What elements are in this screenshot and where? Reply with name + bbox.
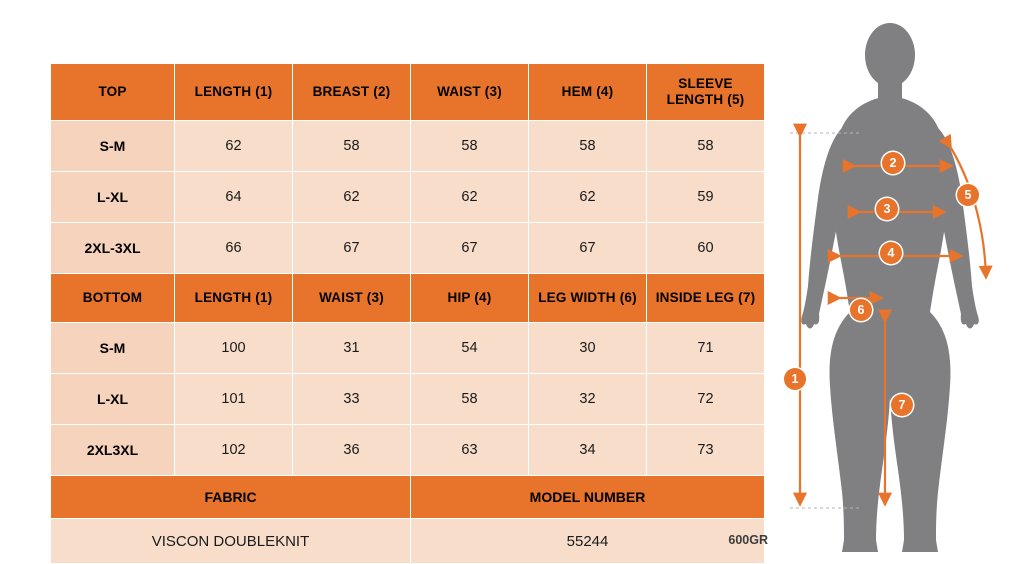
cell-value: 67 bbox=[411, 223, 529, 274]
header-cell-waist: WAIST (3) bbox=[293, 274, 411, 323]
header-cell-hem: HEM (4) bbox=[529, 64, 647, 121]
row-label-size: L-XL bbox=[51, 374, 175, 425]
header-cell-length: LENGTH (1) bbox=[175, 274, 293, 323]
cell-value: 31 bbox=[293, 323, 411, 374]
cell-value: 102 bbox=[175, 425, 293, 476]
cell-value: 62 bbox=[175, 121, 293, 172]
row-label-size: S-M bbox=[51, 323, 175, 374]
header-cell-waist: WAIST (3) bbox=[411, 64, 529, 121]
cell-value: 30 bbox=[529, 323, 647, 374]
header-cell-inside-leg: INSIDE LEG (7) bbox=[647, 274, 765, 323]
cell-value: 72 bbox=[647, 374, 765, 425]
row-label-size: S-M bbox=[51, 121, 175, 172]
header-cell-leg-width: LEG WIDTH (6) bbox=[529, 274, 647, 323]
footer-header-fabric: FABRIC bbox=[51, 476, 411, 519]
header-cell-length: LENGTH (1) bbox=[175, 64, 293, 121]
marker-badge-3: 3 bbox=[876, 198, 898, 220]
cell-value: 101 bbox=[175, 374, 293, 425]
footer-value-fabric: VISCON DOUBLEKNIT bbox=[51, 519, 411, 564]
row-label-size: 2XL-3XL bbox=[51, 223, 175, 274]
cell-value: 63 bbox=[411, 425, 529, 476]
marker-badge-4: 4 bbox=[880, 242, 902, 264]
cell-value: 54 bbox=[411, 323, 529, 374]
cell-value: 58 bbox=[293, 121, 411, 172]
row-label-size: L-XL bbox=[51, 172, 175, 223]
cell-value: 67 bbox=[293, 223, 411, 274]
cell-value: 62 bbox=[529, 172, 647, 223]
header-cell-breast: BREAST (2) bbox=[293, 64, 411, 121]
model-figure-area bbox=[772, 0, 1024, 562]
cell-value: 60 bbox=[647, 223, 765, 274]
cell-value: 34 bbox=[529, 425, 647, 476]
marker-badge-6: 6 bbox=[850, 299, 872, 321]
cell-value: 59 bbox=[647, 172, 765, 223]
cell-value: 64 bbox=[175, 172, 293, 223]
marker-badge-7: 7 bbox=[891, 394, 913, 416]
footer-value-model-number: 55244 bbox=[411, 519, 765, 564]
marker-badge-1: 1 bbox=[784, 368, 806, 390]
arrow-sleeve-length bbox=[951, 148, 986, 278]
cell-value: 100 bbox=[175, 323, 293, 374]
row-label-size: 2XL3XL bbox=[51, 425, 175, 476]
cell-value: 62 bbox=[293, 172, 411, 223]
cell-value: 66 bbox=[175, 223, 293, 274]
marker-badge-2: 2 bbox=[882, 152, 904, 174]
cell-value: 71 bbox=[647, 323, 765, 374]
cell-value: 32 bbox=[529, 374, 647, 425]
header-cell-sleeve-length: SLEEVE LENGTH (5) bbox=[647, 64, 765, 121]
fabric-weight-note: 600GR bbox=[728, 533, 768, 547]
header-cell-top: TOP bbox=[51, 64, 175, 121]
header-cell-hip: HIP (4) bbox=[411, 274, 529, 323]
cell-value: 58 bbox=[529, 121, 647, 172]
footer-header-model-number: MODEL NUMBER bbox=[411, 476, 765, 519]
cell-value: 58 bbox=[411, 374, 529, 425]
cell-value: 73 bbox=[647, 425, 765, 476]
cell-value: 33 bbox=[293, 374, 411, 425]
header-cell-bottom: BOTTOM bbox=[51, 274, 175, 323]
cell-value: 36 bbox=[293, 425, 411, 476]
cell-value: 62 bbox=[411, 172, 529, 223]
cell-value: 58 bbox=[411, 121, 529, 172]
cell-value: 58 bbox=[647, 121, 765, 172]
cell-value: 67 bbox=[529, 223, 647, 274]
marker-badge-5: 5 bbox=[957, 184, 979, 206]
